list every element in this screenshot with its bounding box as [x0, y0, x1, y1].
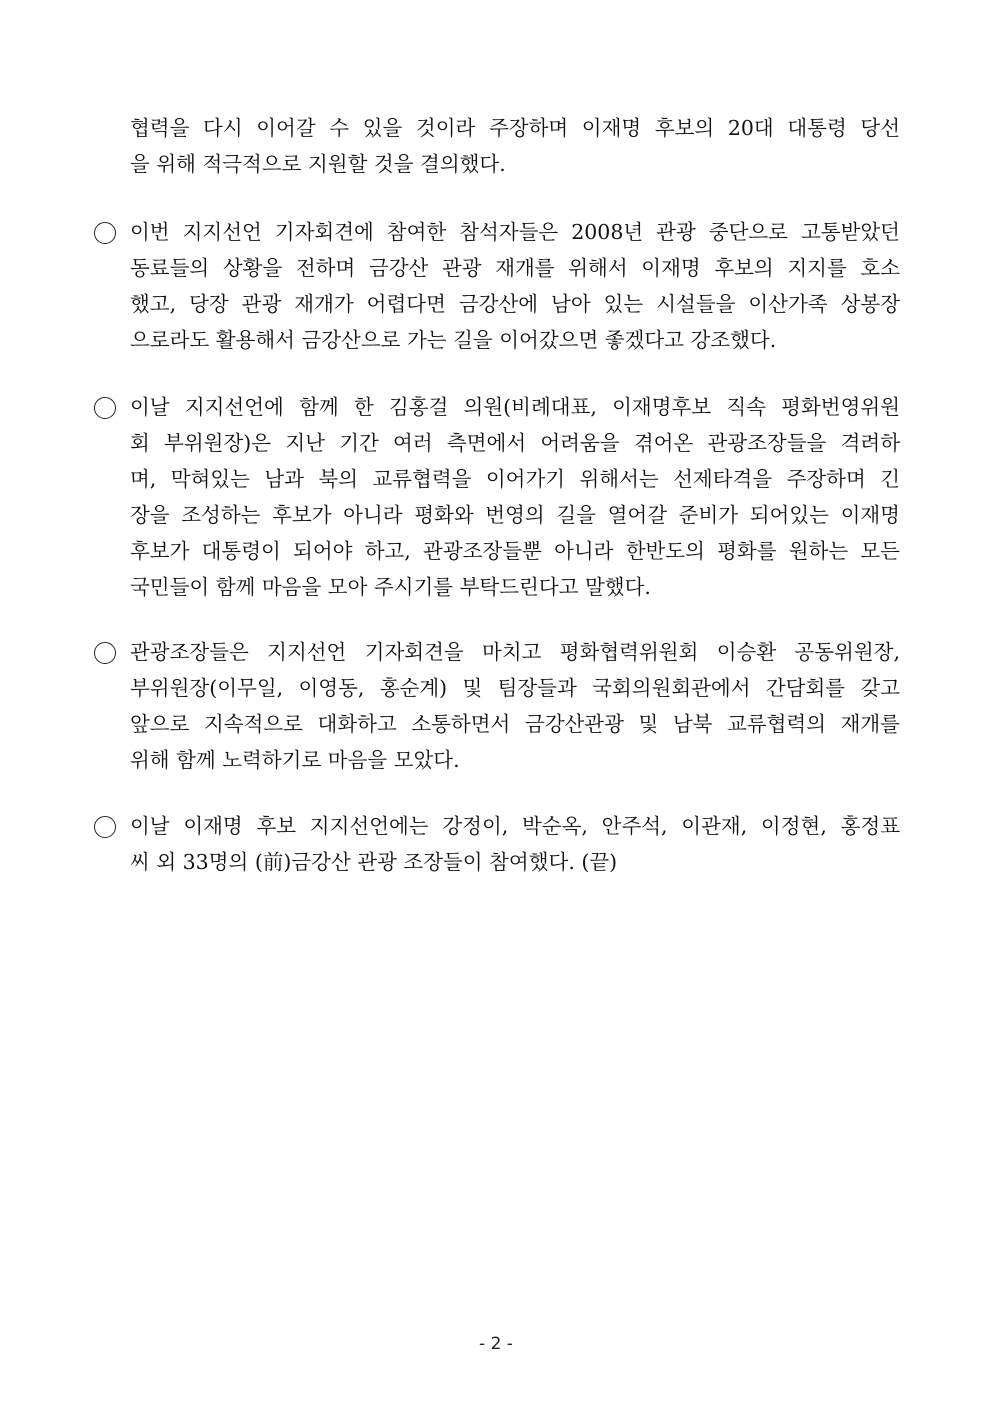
paragraph-line: 으로라도 활용해서 금강산으로 가는 길을 이어갔으면 좋겠다고 강조했다.: [130, 328, 777, 352]
paragraph-line: 이날 지지선언에 함께 한 김홍걸 의원(비례대표, 이재명후보 직속 평화번영위원: [130, 395, 900, 419]
paragraph-line: 회 부위원장)은 지난 기간 여러 측면에서 어려움을 겪어온 관광조장들을 격려하: [130, 431, 900, 455]
circle-bullet-icon: [94, 222, 116, 244]
paragraph-line: 동료들의 상황을 전하며 금강산 관광 재개를 위해서 이재명 후보의 지지를 호소: [130, 256, 900, 280]
paragraph-line: 씨 외 33명의 (前)금강산 관광 조장들이 참여했다. (끝): [130, 850, 618, 874]
paragraph-line: 부위원장(이무일, 이영동, 홍순계) 및 팀장들과 국회의원회관에서 간담회를 갖고: [130, 676, 900, 700]
paragraph-line: 했고, 당장 관광 재개가 어렵다면 금강산에 남아 있는 시설들을 이산가족 상봉장: [130, 292, 900, 316]
paragraph-line: 국민들이 함께 마음을 모아 주시기를 부탁드린다고 말했다.: [130, 575, 651, 599]
paragraph-line: 며, 막혀있는 남과 북의 교류협력을 이어가기 위해서는 선제타격을 주장하며 긴: [130, 467, 900, 491]
paragraph-line: 후보가 대통령이 되어야 하고, 관광조장들뿐 아니라 한반도의 평화를 원하는 모든: [130, 539, 900, 563]
intro-line: 협력을 다시 이어갈 수 있을 것이라 주장하며 이재명 후보의 20대 대통령 당선: [130, 116, 900, 140]
paragraph-line: 장을 조성하는 후보가 아니라 평화와 번영의 길을 열어갈 준비가 되어있는 이재명: [130, 503, 900, 527]
intro-line: 을 위해 적극적으로 지원할 것을 결의했다.: [130, 152, 506, 176]
paragraph-line: 이날 이재명 후보 지지선언에는 강정이, 박순옥, 안주석, 이관재, 이정현, 홍정표: [130, 814, 900, 838]
circle-bullet-icon: [94, 816, 116, 838]
circle-bullet-icon: [94, 642, 116, 664]
paragraph-line: 위해 함께 노력하기로 마음을 모았다.: [130, 748, 460, 772]
paragraph-line: 관광조장들은 지지선언 기자회견을 마치고 평화협력위원회 이승환 공동위원장,: [130, 640, 900, 664]
page-number: - 2 -: [479, 1334, 513, 1354]
circle-bullet-icon: [94, 397, 116, 419]
paragraph-line: 앞으로 지속적으로 대화하고 소통하면서 금강산관광 및 남북 교류협력의 재개를: [130, 712, 900, 736]
paragraph-line: 이번 지지선언 기자회견에 참여한 참석자들은 2008년 관광 중단으로 고통받았던: [130, 220, 900, 244]
